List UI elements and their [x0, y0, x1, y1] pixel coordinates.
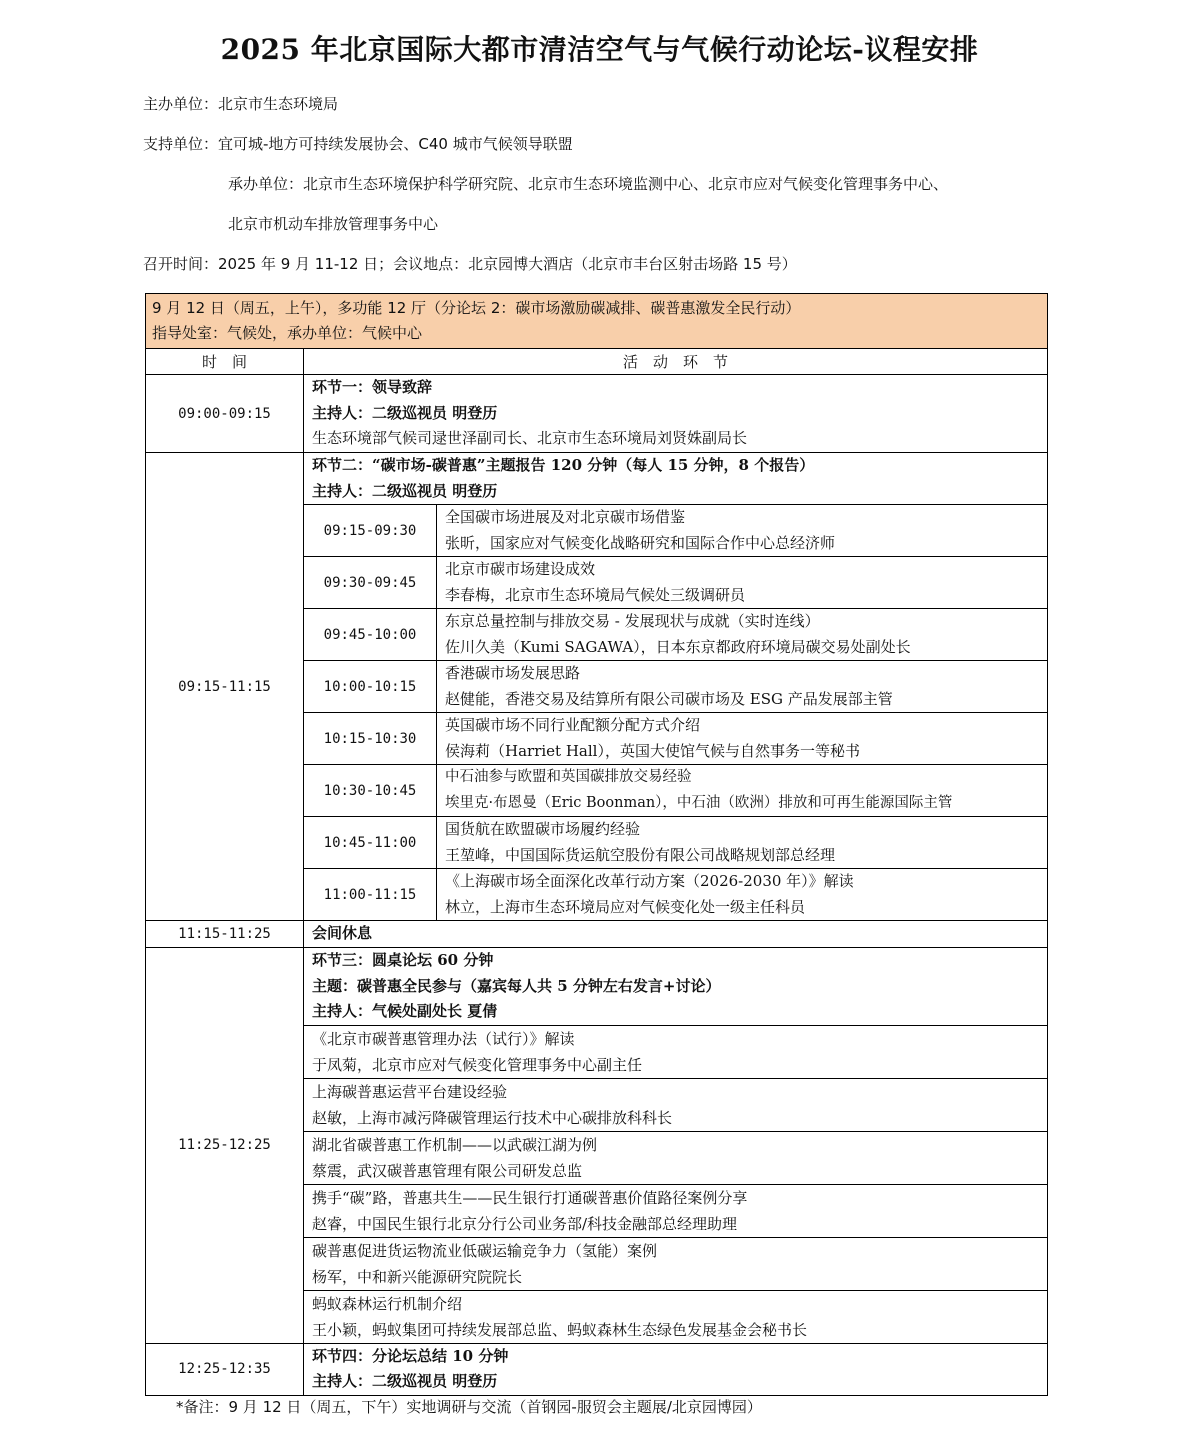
- session-header-line1: 9 月 12 日（周五，上午），多功能 12 厅（分论坛 2：碳市场激励碳减排、碳普惠激发全民行动）: [152, 299, 801, 317]
- list-item: [304, 765, 1047, 817]
- talk-topic: 《北京市碳普惠管理办法（试行）》解读: [312, 1029, 575, 1048]
- time-cell: 09:15-11:15: [146, 453, 304, 921]
- talk-topic: 中石油参与欧盟和英国碳排放交易经验: [445, 769, 692, 785]
- table-row: [146, 453, 1048, 921]
- support-unit: 支持单位：宜可城-地方可持续发展协会、C40 城市气候领导联盟: [143, 135, 573, 153]
- segment-host: 主持人：二级巡视员 明登历: [312, 1372, 498, 1390]
- talk-topic: 湖北省碳普惠工作机制——以武碳江湖为例: [312, 1135, 598, 1154]
- talk-topic: 北京市碳市场建设成效: [445, 560, 596, 578]
- list-item: [304, 1290, 1047, 1343]
- list-item: [304, 661, 1047, 713]
- activity-cell: [304, 453, 1048, 921]
- segment-title: 环节二：“碳市场-碳普惠”主题报告 120 分钟（每人 15 分钟，8 个报告）: [312, 456, 815, 474]
- talk-topic: 国货航在欧盟碳市场履约经验: [445, 820, 641, 838]
- talk-speaker: 王堃峰，中国国际货运航空股份有限公司战略规划部总经理: [445, 845, 836, 864]
- talk-speaker: 李春梅，北京市生态环境局气候处三级调研员: [445, 585, 746, 604]
- column-header-time: 时 间: [146, 349, 304, 375]
- talk-list: [304, 504, 1047, 920]
- segment-header: [304, 453, 1047, 504]
- agenda-table: [145, 293, 1048, 1396]
- talk-content: [437, 869, 1048, 921]
- activity-cell: [304, 1343, 1048, 1395]
- time-cell: 11:25-12:25: [146, 948, 304, 1344]
- talk-time: 09:45-10:00: [304, 609, 437, 661]
- list-item: [304, 1184, 1047, 1237]
- segment-theme: 主题：碳普惠全民参与（嘉宾每人共 5 分钟左右发言+讨论）: [312, 976, 721, 995]
- talk-topic: 全国碳市场进展及对北京碳市场借鉴: [445, 508, 686, 526]
- talk-content: [437, 505, 1048, 557]
- page-title: 2025 年北京国际大都市清洁空气与气候行动论坛-议程安排: [220, 33, 979, 66]
- time-cell: 12:25-12:35: [146, 1343, 304, 1395]
- talk-content: [437, 765, 1048, 817]
- talk-topic: 碳普惠促进货运物流业低碳运输竞争力（氢能）案例: [312, 1241, 658, 1260]
- table-row: [146, 921, 1048, 948]
- talk-content: [437, 817, 1048, 869]
- talk-speaker: 赵睿，中国民生银行北京分行公司业务部/科技金融部总经理助理: [312, 1214, 738, 1233]
- column-header-activity: 活 动 环 节: [304, 349, 1048, 375]
- talk-topic: 上海碳普惠运营平台建设经验: [312, 1082, 508, 1101]
- talk-time: 10:15-10:30: [304, 713, 437, 765]
- talk-topic: 东京总量控制与排放交易 - 发展现状与成就（实时连线）: [445, 612, 820, 630]
- talk-time: 09:15-09:30: [304, 505, 437, 557]
- segment-host: 主持人：二级巡视员 明登历: [312, 481, 498, 500]
- talk-speaker: 佐川久美（Kumi SAGAWA），日本东京都政府环境局碳交易处副处长: [445, 637, 911, 656]
- session-header-line2: 指导处室：气候处，承办单位：气候中心: [152, 324, 423, 342]
- talk-speaker: 张昕，国家应对气候变化战略研究和国际合作中心总经济师: [445, 533, 836, 552]
- activity-cell: [304, 375, 1048, 453]
- talk-topic: 英国碳市场不同行业配额分配方式介绍: [445, 716, 701, 734]
- table-row: [146, 948, 1048, 1344]
- table-row: [146, 375, 1048, 453]
- talk-speaker: 埃里克·布恩曼（Eric Boonman），中石油（欧洲）排放和可再生能源国际主管: [445, 794, 953, 811]
- break-label: 会间休息: [304, 921, 1048, 948]
- talk-content: [437, 661, 1048, 713]
- organizer-unit-line1: 承办单位：北京市生态环境保护科学研究院、北京市生态环境监测中心、北京市应对气候变化管理事务中心、: [228, 175, 949, 193]
- talk-speaker: 杨军，中和新兴能源研究院院长: [312, 1267, 523, 1286]
- talk-speaker: 于凤菊，北京市应对气候变化管理事务中心副主任: [312, 1055, 643, 1074]
- talk-speaker: 王小颖，蚂蚁集团可持续发展部总监、蚂蚁森林生态绿色发展基金会秘书长: [312, 1320, 808, 1339]
- talk-speaker: 蔡震，武汉碳普惠管理有限公司研发总监: [312, 1161, 583, 1180]
- list-item: [304, 1078, 1047, 1131]
- talk-content: [437, 557, 1048, 609]
- segment-header: [304, 948, 1047, 1025]
- talk-time: 11:00-11:15: [304, 869, 437, 921]
- talk-time: 09:30-09:45: [304, 557, 437, 609]
- talk-time: 10:30-10:45: [304, 765, 437, 817]
- talk-time: 10:45-11:00: [304, 817, 437, 869]
- host-unit: 主办单位：北京市生态环境局: [143, 95, 339, 113]
- list-item: [304, 1237, 1047, 1290]
- list-item: [304, 869, 1047, 921]
- session-header: [146, 294, 1048, 349]
- segment-title: 环节三：圆桌论坛 60 分钟: [312, 951, 494, 969]
- time-cell: 09:00-09:15: [146, 375, 304, 453]
- talk-topic: 蚂蚁森林运行机制介绍: [312, 1294, 463, 1313]
- segment-host: 主持人：二级巡视员 明登历: [312, 403, 498, 422]
- list-item: [304, 817, 1047, 869]
- talk-topic: 携手“碳”路，普惠共生——民生银行打通碳普惠价值路径案例分享: [312, 1188, 748, 1207]
- activity-cell: [304, 948, 1048, 1344]
- list-item: [304, 1025, 1047, 1078]
- talk-speaker: 赵健能，香港交易及结算所有限公司碳市场及 ESG 产品发展部主管: [445, 689, 893, 708]
- talk-content: [437, 609, 1048, 661]
- talk-topic: 《上海碳市场全面深化改革行动方案（2026-2030 年）》解读: [445, 872, 854, 890]
- list-item: [304, 1131, 1047, 1184]
- talk-speaker: 林立，上海市生态环境局应对气候变化处一级主任科员: [445, 897, 806, 916]
- table-row: [146, 1343, 1048, 1395]
- segment-host: 主持人：气候处副处长 夏倩: [312, 1002, 498, 1020]
- footnote: *备注：9 月 12 日（周五，下午）实地调研与交流（首钢园-服贸会主题展/北京园博园）: [176, 1398, 762, 1416]
- segment-title: 环节四：分论坛总结 10 分钟: [312, 1346, 509, 1365]
- talk-speaker: 赵敏，上海市减污降碳管理运行技术中心碳排放科科长: [312, 1108, 673, 1127]
- time-place: 召开时间：2025 年 9 月 11-12 日；会议地点：北京园博大酒店（北京市丰台区射击场路 15 号）: [143, 255, 797, 273]
- list-item: [304, 557, 1047, 609]
- talk-speaker: 侯海莉（Harriet Hall），英国大使馆气候与自然事务一等秘书: [445, 741, 860, 760]
- list-item: [304, 505, 1047, 557]
- talk-content: [437, 713, 1048, 765]
- list-item: [304, 609, 1047, 661]
- time-cell: 11:15-11:25: [146, 921, 304, 948]
- talk-topic: 香港碳市场发展思路: [445, 664, 581, 682]
- organizer-unit-line2: 北京市机动车排放管理事务中心: [228, 215, 439, 233]
- talk-time: 10:00-10:15: [304, 661, 437, 713]
- segment-title: 环节一：领导致辞: [312, 378, 433, 397]
- list-item: [304, 713, 1047, 765]
- segment-speakers: 生态环境部气候司逯世泽副司长、北京市生态环境局刘贤姝副局长: [312, 429, 748, 448]
